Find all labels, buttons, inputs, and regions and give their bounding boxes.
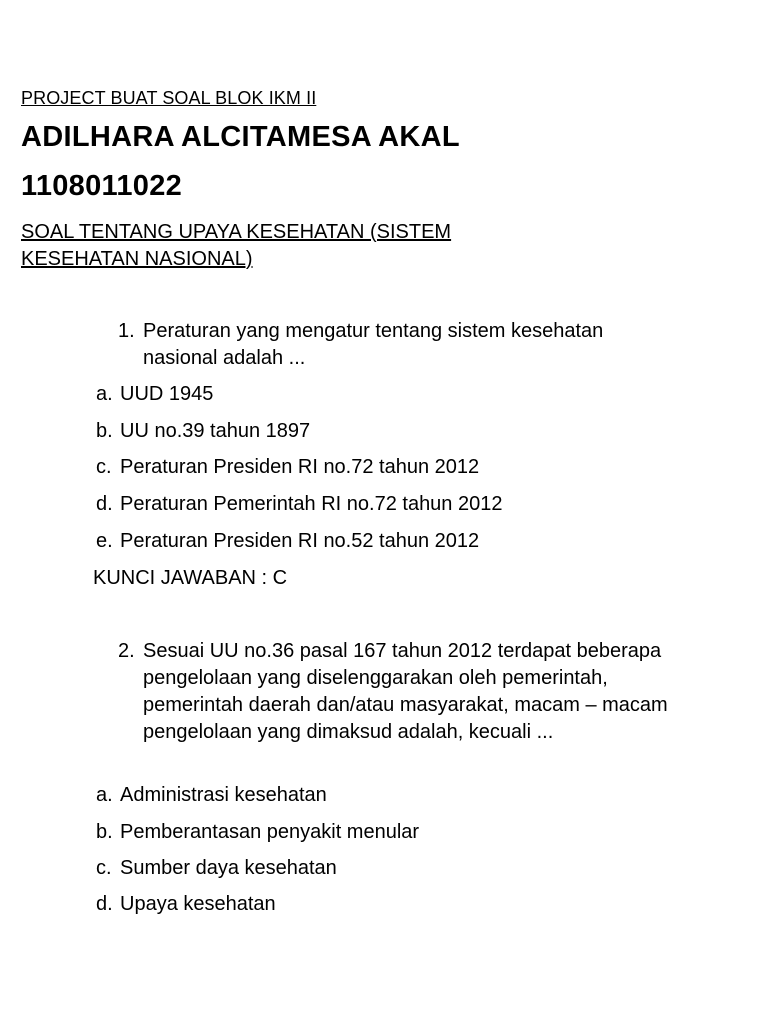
project-title: PROJECT BUAT SOAL BLOK IKM II xyxy=(21,88,317,108)
question-2-option-c xyxy=(96,856,337,880)
question-2-option-d xyxy=(96,892,276,916)
author-name: ADILHARA ALCITAMESA AKAL xyxy=(21,121,460,153)
option-letter: c. xyxy=(96,857,112,879)
option-text: Pemberantasan penyakit menular xyxy=(120,821,420,843)
option-text: Peraturan Presiden RI no.72 tahun 2012 xyxy=(120,456,480,478)
answer-key: KUNCI JAWABAN : C xyxy=(93,567,288,589)
option-text: Upaya kesehatan xyxy=(120,893,276,915)
question-2 xyxy=(118,638,678,746)
question-1-option-b xyxy=(96,419,310,443)
question-number: 2. xyxy=(118,640,135,662)
option-letter: b. xyxy=(96,420,113,442)
question-text: Peraturan yang mengatur tentang sistem kesehatan nasional adalah ... xyxy=(143,320,604,369)
question-2-option-a xyxy=(96,783,327,807)
option-letter: e. xyxy=(96,530,113,552)
question-1-option-d xyxy=(96,492,502,516)
option-letter: c. xyxy=(96,456,112,478)
option-text: UUD 1945 xyxy=(120,383,214,405)
question-1-option-e xyxy=(96,529,479,553)
option-letter: a. xyxy=(96,784,113,806)
question-number: 1. xyxy=(118,320,135,342)
option-text: Sumber daya kesehatan xyxy=(120,857,337,879)
option-text: Peraturan Pemerintah RI no.72 tahun 2012 xyxy=(120,493,503,515)
question-1-option-a xyxy=(96,382,213,406)
option-letter: d. xyxy=(96,893,113,915)
question-2-option-b xyxy=(96,820,419,844)
question-1-option-c xyxy=(96,455,479,479)
question-1 xyxy=(118,318,678,372)
option-letter: b. xyxy=(96,821,113,843)
question-text: Sesuai UU no.36 pasal 167 tahun 2012 terdapat beberapa pengelolaan yang diselenggarakan oleh pemerintah, pemerintah daerah dan/atau masyarakat, macam – macam pengelolaan yang dimaksud adalah, kecuali ... xyxy=(143,640,668,743)
option-text: Administrasi kesehatan xyxy=(120,784,327,806)
section-title: SOAL TENTANG UPAYA KESEHATAN (SISTEM KESEHATAN NASIONAL) xyxy=(21,221,452,270)
option-text: UU no.39 tahun 1897 xyxy=(120,420,311,442)
student-id: 1108011022 xyxy=(21,170,183,202)
option-letter: a. xyxy=(96,383,113,405)
option-letter: d. xyxy=(96,493,113,515)
option-text: Peraturan Presiden RI no.52 tahun 2012 xyxy=(120,530,480,552)
